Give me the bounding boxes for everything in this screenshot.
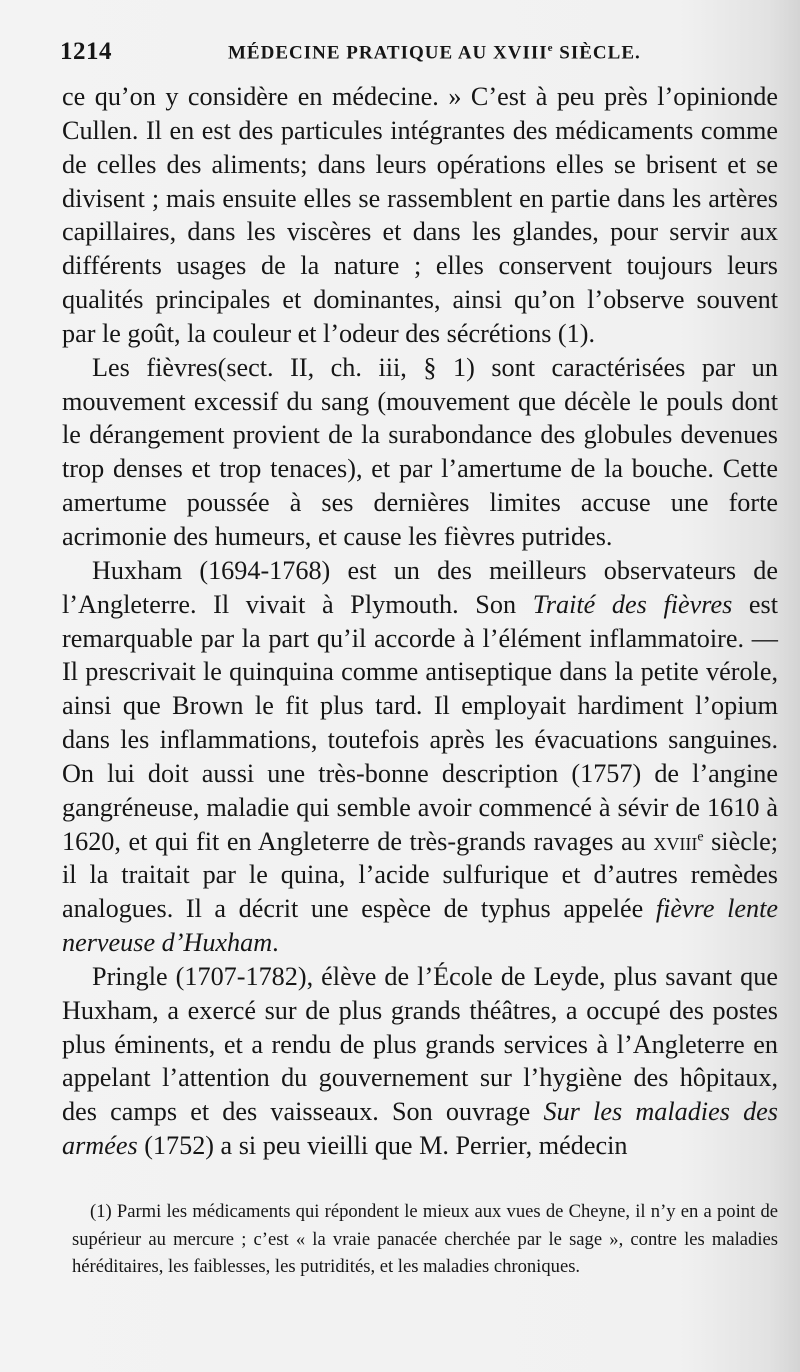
paragraph-huxham xyxy=(62,554,778,960)
paragraph-fevers: Les fièvres(sect. II, ch. iii, § 1) sont caractérisées par un mouvement excessif du sang (mouvement que décèle le pouls dont le dérangement provient de la surabondance des globules devenues trop denses et trop tenaces), et par l’amertume de la bouche. Cette amertume poussée à ses dernières limites accuse une forte acrimonie des humeurs, et cause les fièvres putrides. xyxy=(62,352,778,551)
running-head-superscript: e xyxy=(547,42,554,54)
footnotes xyxy=(72,1198,778,1281)
running-head-text-end: SIÈCLE. xyxy=(553,42,641,64)
text-span: Pringle (1707-1782), élève de l’École de Leyde, plus savant que Huxham, a exercé sur de plus grands théâtres, a occupé des postes plus éminents, et a rendu de plus grands services à l’Angleterre en appelant l’attention du gouvernement sur l’hygiène des hôpitaux, des camps et des vaisseaux. Son ouvrage xyxy=(62,961,778,1127)
running-head-text: MÉDECINE PRATIQUE AU XVIII xyxy=(228,42,548,64)
footnote-1: (1) Parmi les médicaments qui répondent le mieux aux vues de Cheyne, il n’y en a point de supérieur au mercure ; c’est « la vraie panacée cherchée par le sage », contre les maladies héréditaires, les faiblesses, les putridités, et les maladies chroniques. xyxy=(72,1201,778,1277)
century-numeral: xviii xyxy=(653,826,698,856)
text-span: siècle; il la traitait par le quina, l’acide sulfurique et d’autres remèdes analogues. Il a décrit une espèce de typhus appelée xyxy=(62,826,778,924)
running-head xyxy=(228,42,641,64)
text-span: . xyxy=(272,928,279,958)
page-number: 1214 xyxy=(60,38,112,65)
century-superscript: e xyxy=(697,828,704,844)
disease-name-italic: fièvre lente nerveuse d’Huxham xyxy=(62,894,778,958)
text-span: (1752) a si peu vieilli que M. Perrier, médecin xyxy=(137,1131,628,1161)
text-span: Huxham (1694-1768) est un des meilleurs observateurs de l’Angleterre. Il vivait à Plymouth. Son xyxy=(62,555,778,619)
book-title-italic: Sur les maladies des armées xyxy=(62,1097,778,1161)
book-title-italic: Traité des fièvres xyxy=(532,589,733,619)
page-header xyxy=(60,38,772,70)
paragraph-cullen: ce qu’on y considère en médecine. » C’est à peu près l’opinionde Cullen. Il en est des particules intégrantes des médicaments comme de celles des aliments; dans leurs opérations elles se brisent et se divisent ; mais ensuite elles se rassemblent en partie dans les artères capillaires, dans les viscères et dans les glandes, pour servir aux différents usages de la nature ; elles conservent toujours leurs qualités principales et dominantes, ainsi qu’on l’observe souvent par le goût, la couleur et l’odeur des sécrétions (1). xyxy=(62,82,778,348)
paragraph-pringle xyxy=(62,960,778,1163)
text-span: est remarquable par la part qu’il accorde à l’élément inflammatoire. — Il prescrivait le quinquina comme antiseptique dans la petite vérole, ainsi que Brown le fit plus tard. Il employait hardiment l’opium dans les inflammations, toutefois après les évacuations sanguines. On lui doit aussi une très-bonne description (1757) de l’angine gangréneuse, maladie qui semble avoir commencé à sévir de 1610 à 1620, et qui fit en Angleterre de très-grands ravages au xyxy=(62,589,778,856)
main-text xyxy=(62,80,778,1163)
